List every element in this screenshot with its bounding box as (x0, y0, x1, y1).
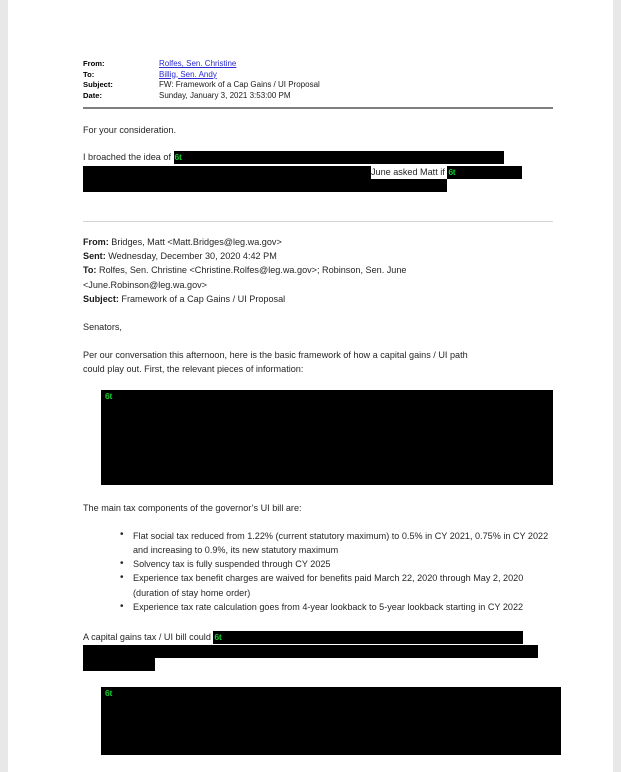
salutation: Senators, (83, 322, 122, 333)
list-item: • Flat social tax reduced from 1.22% (current statutory maximum) to 0.5% in CY 2021, 0.75% in CY 2022 and increasing to 0.9%, its new statutory maximum (120, 529, 553, 558)
redacted-line-2 (83, 165, 553, 179)
forwarded-to-value-line1: Rolfes, Sen. Christine <Christine.Rolfes@leg.wa.gov>; Robinson, Sen. June (99, 265, 407, 276)
forwarded-subject-row (83, 292, 553, 306)
redacted-line-1 (83, 150, 553, 164)
redaction-bar-3 (83, 179, 447, 192)
capgains-prefix-text: A capital gains tax / UI bill could (83, 632, 214, 643)
redaction-bar-5 (83, 645, 538, 658)
redaction-code-2: 6t (448, 166, 456, 177)
intro-line: For your consideration. (83, 125, 177, 135)
components-heading: The main tax components of the governor’s UI bill are: (83, 503, 302, 514)
redaction-bar-2b (447, 166, 522, 179)
email-header-table (83, 60, 553, 102)
header-label-from: From: (83, 59, 105, 68)
tax-components-list (83, 529, 553, 615)
intro-paragraph-line2: could play out. First, the relevant pieces of information: (83, 363, 304, 374)
header-value-from (159, 60, 553, 71)
header-label-subject: Subject: (83, 80, 113, 89)
redaction-code-block-2: 6t (105, 687, 113, 698)
redacted-paragraph-broached (83, 150, 553, 192)
forwarded-subject-label: Subject: (83, 294, 119, 305)
redaction-bar-4 (213, 631, 523, 644)
list-item: • Experience tax rate calculation goes from 4-year lookback to 5-year lookback starting in CY 2022 (120, 600, 553, 614)
header-value-subject: FW: Framework of a Cap Gains / UI Proposal (159, 80, 320, 89)
redaction-code-block-1: 6t (105, 391, 113, 402)
document-content (83, 60, 553, 755)
june-text: June asked Matt if (371, 166, 448, 177)
forwarded-header (83, 235, 553, 306)
intro-paragraph-line1: Per our conversation this afternoon, here is the basic framework of how a capital gains / UI path (83, 349, 468, 360)
forwarded-from-value: Bridges, Matt <Matt.Bridges@leg.wa.gov> (111, 236, 282, 247)
forwarded-sent-row (83, 249, 553, 263)
header-label-to: To: (83, 69, 95, 79)
redaction-block-1 (101, 390, 553, 485)
forwarded-subject-value: Framework of a Cap Gains / UI Proposal (121, 294, 286, 305)
header-label-date: Date: (83, 90, 102, 100)
header-row-from (83, 60, 553, 71)
header-row-date (83, 92, 553, 103)
forwarded-to-row-cont (83, 278, 553, 292)
list-item: • Solvency tax is fully suspended through CY 2025 (120, 557, 553, 571)
redaction-block-2 (101, 687, 561, 755)
header-row-subject (83, 81, 553, 92)
forwarded-from-row (83, 235, 553, 249)
redaction-code-4: 6t (214, 632, 222, 643)
forwarded-sent-label: Sent: (83, 251, 106, 262)
forwarded-to-label: To: (83, 265, 97, 276)
redaction-code-1: 6t (174, 152, 182, 163)
document-page (8, 0, 613, 772)
to-person-link[interactable]: Billig, Sen. Andy (159, 69, 217, 79)
redaction-bar-2a (83, 166, 371, 179)
forwarded-from-label: From: (83, 236, 109, 247)
list-item: • Experience tax benefit charges are waived for benefits paid March 22, 2020 through May 2, 2020 (duration of stay home order) (120, 571, 553, 600)
header-value-date: Sunday, January 3, 2021 3:53:00 PM (159, 90, 291, 100)
forwarded-sent-value: Wednesday, December 30, 2020 4:42 PM (108, 251, 277, 262)
intro-paragraph (83, 348, 553, 377)
forwarded-to-row (83, 263, 553, 277)
redacted-line-4 (83, 630, 553, 644)
redaction-bar-1 (174, 151, 504, 164)
broached-prefix-text: I broached the idea of (83, 152, 174, 163)
from-person-link[interactable]: Rolfes, Sen. Christine (159, 59, 237, 68)
redaction-bar-6 (83, 658, 155, 671)
forwarded-to-value-line2: <June.Robinson@leg.wa.gov> (83, 279, 207, 290)
redacted-paragraph-capgains (83, 630, 553, 670)
